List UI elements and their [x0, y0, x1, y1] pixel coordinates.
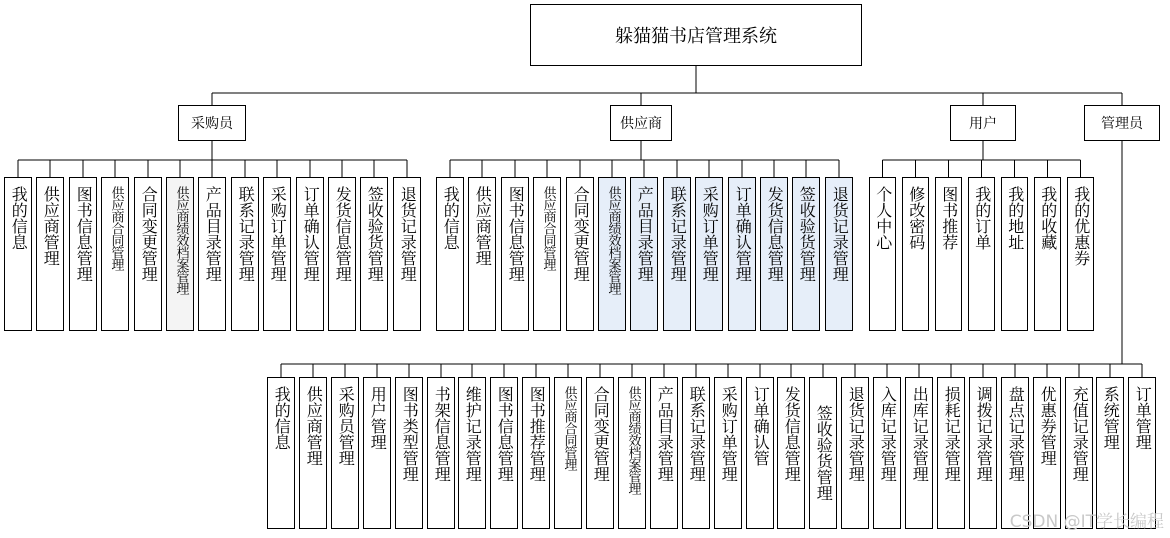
module-node [1001, 177, 1028, 331]
module-label: 我的信息 [272, 386, 292, 450]
module-label: 采购订单管理 [719, 386, 739, 482]
module-label: 系统管理 [1101, 386, 1121, 450]
module-label: 供应商合同管理 [108, 186, 124, 270]
module-label: 供应商管理 [304, 386, 324, 466]
module-node [630, 177, 658, 331]
module-label: 采购订单管理 [268, 186, 288, 282]
role-node-user: 用户 [950, 105, 1016, 141]
module-node [231, 177, 259, 331]
module-label: 图书类型管理 [400, 386, 420, 482]
module-label: 产品目录管理 [635, 186, 655, 282]
module-node [501, 177, 529, 331]
module-label: 订单确认管理 [301, 186, 321, 282]
module-label: 优惠券管理 [1038, 386, 1058, 466]
module-node [586, 377, 614, 529]
module-node [522, 377, 550, 529]
system-title-node: 躲猫猫书店管理系统 [530, 4, 862, 66]
module-label: 供应商合同管理 [561, 386, 577, 470]
module-label: 产品目录管理 [203, 186, 223, 282]
module-label: 我的订单 [972, 186, 992, 250]
module-label: 图书推荐管理 [527, 386, 547, 482]
module-node [969, 377, 997, 529]
module-node [69, 177, 97, 331]
module-node [1034, 177, 1061, 331]
role-node-purchaser: 采购员 [178, 105, 246, 141]
module-node [363, 377, 391, 529]
module-node [792, 177, 820, 331]
module-label: 订单确认管 [751, 386, 771, 466]
module-label: 联系记录管理 [687, 386, 707, 482]
module-label: 退货记录管理 [846, 386, 866, 482]
module-node [134, 177, 162, 331]
module-node [328, 177, 356, 331]
module-label: 出库记录管理 [910, 386, 930, 482]
module-label: 我的收藏 [1038, 186, 1058, 250]
module-node [458, 377, 486, 529]
module-label: 退货记录管理 [830, 186, 850, 282]
module-node [468, 177, 496, 331]
module-label: 供应商管理 [473, 186, 493, 266]
module-label: 供应商绩效档案管理 [625, 386, 641, 494]
module-node [296, 177, 324, 331]
module-label: 用户管理 [368, 386, 388, 450]
module-node [554, 377, 582, 529]
module-label: 维护记录管理 [463, 386, 483, 482]
module-node [825, 177, 853, 331]
module-node [777, 377, 805, 529]
module-label: 订单管理 [1133, 386, 1153, 450]
module-node [101, 177, 129, 331]
module-label: 书架信息管理 [432, 386, 452, 482]
module-node [395, 377, 423, 529]
module-node [937, 377, 965, 529]
module-label: 供应商合同管理 [540, 186, 556, 270]
module-label: 入库记录管理 [878, 386, 898, 482]
module-label: 产品目录管理 [655, 386, 675, 482]
module-label: 供应商绩效档案管理 [173, 186, 189, 294]
module-label: 发货信息管理 [765, 186, 785, 282]
module-label: 发货信息管理 [333, 186, 353, 282]
module-node [728, 177, 756, 331]
role-node-admin: 管理员 [1084, 105, 1160, 141]
module-node [873, 377, 901, 529]
module-label: 充值记录管理 [1070, 386, 1090, 482]
module-node [566, 177, 594, 331]
module-label: 供应商管理 [41, 186, 61, 266]
module-label: 合同变更管理 [139, 186, 159, 282]
module-label: 联系记录管理 [668, 186, 688, 282]
module-label: 图书推荐 [939, 186, 959, 250]
module-label: 我的优惠券 [1071, 186, 1091, 266]
module-node [902, 177, 929, 331]
module-node [360, 177, 388, 331]
module-label: 供应商绩效档案管理 [605, 186, 621, 294]
module-node [809, 377, 837, 529]
module-node [436, 177, 464, 331]
module-label: 发货信息管理 [782, 386, 802, 482]
module-label: 我的信息 [441, 186, 461, 250]
module-node [393, 177, 421, 331]
module-node [695, 177, 723, 331]
module-label: 订单确认管理 [733, 186, 753, 282]
module-label: 采购员管理 [336, 386, 356, 466]
module-node [263, 177, 291, 331]
module-node [198, 177, 226, 331]
module-node [1067, 177, 1094, 331]
module-node [841, 377, 869, 529]
module-node [166, 177, 194, 331]
module-node [4, 177, 32, 331]
module-node [760, 177, 788, 331]
module-node [714, 377, 742, 529]
module-label: 合同变更管理 [591, 386, 611, 482]
module-node [533, 177, 561, 331]
module-node [36, 177, 64, 331]
module-node [267, 377, 295, 529]
module-label: 图书信息管理 [495, 386, 515, 482]
module-node [746, 377, 774, 529]
module-label: 退货记录管理 [398, 186, 418, 282]
module-node [650, 377, 678, 529]
module-node [299, 377, 327, 529]
module-node [682, 377, 710, 529]
module-label: 图书信息管理 [74, 186, 94, 282]
module-node [905, 377, 933, 529]
module-label: 我的地址 [1005, 186, 1025, 250]
module-label: 签收验货管理 [814, 405, 834, 501]
module-label: 联系记录管理 [236, 186, 256, 282]
module-node [935, 177, 962, 331]
module-node [598, 177, 626, 331]
module-label: 我的信息 [9, 186, 29, 250]
module-node [490, 377, 518, 529]
module-label: 图书信息管理 [506, 186, 526, 282]
module-node [968, 177, 995, 331]
module-label: 个人中心 [873, 186, 893, 250]
module-label: 调拨记录管理 [974, 386, 994, 482]
module-label: 合同变更管理 [571, 186, 591, 282]
module-label: 签收验货管理 [365, 186, 385, 282]
module-label: 采购订单管理 [700, 186, 720, 282]
role-node-supplier: 供应商 [610, 105, 672, 141]
watermark: CSDN @IT学长编程 [1009, 512, 1164, 532]
module-node [331, 377, 359, 529]
module-label: 损耗记录管理 [942, 386, 962, 482]
module-node [427, 377, 455, 529]
module-node [663, 177, 691, 331]
module-node [618, 377, 646, 529]
module-node [869, 177, 896, 331]
module-label: 签收验货管理 [797, 186, 817, 282]
module-label: 修改密码 [906, 186, 926, 250]
module-label: 盘点记录管理 [1006, 386, 1026, 482]
